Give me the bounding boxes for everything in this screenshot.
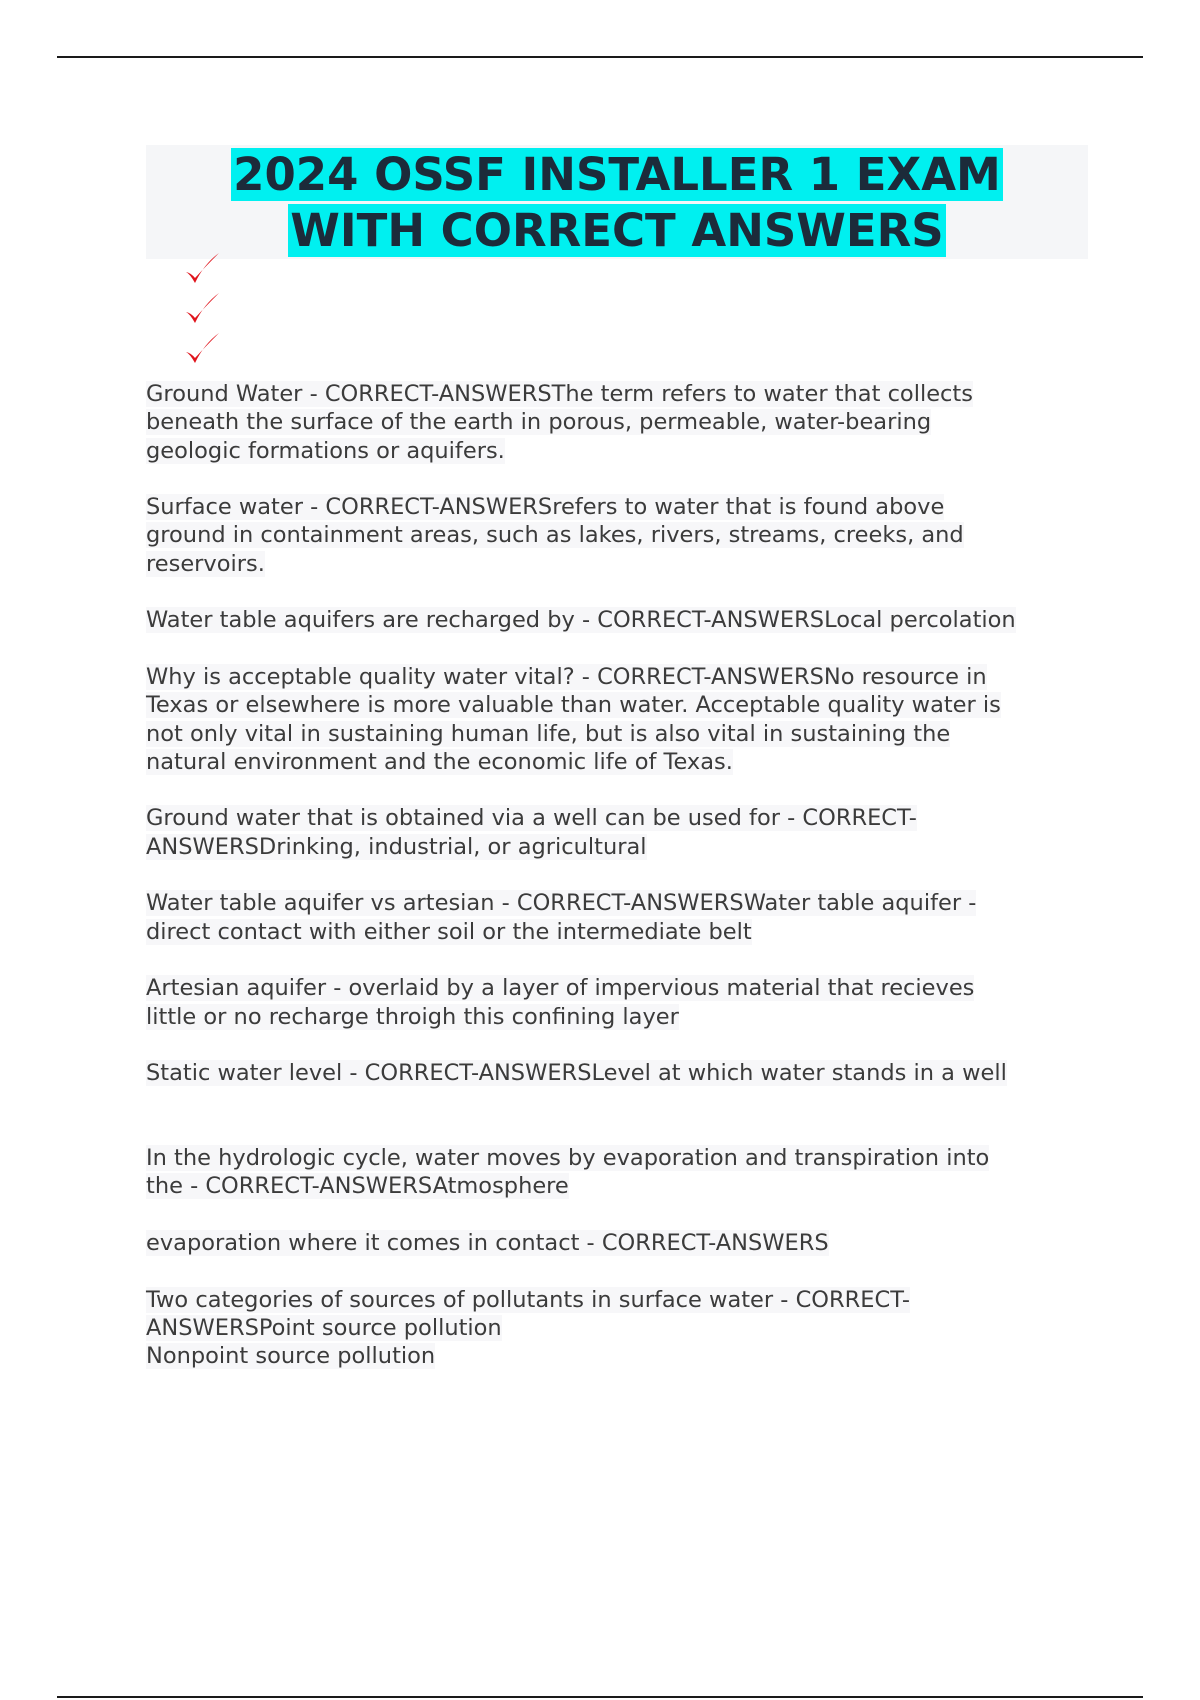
bottom-rule [57, 1696, 1143, 1698]
qa-entry: Static water level - CORRECT-ANSWERSLevel at which water stands in a well [146, 1060, 1007, 1087]
page-title [146, 145, 1088, 259]
checkmark-icon [182, 250, 222, 290]
qa-entry: In the hydrologic cycle, water moves by evaporation and transpiration into the - CORRECT-ANSWERSAtmosphere [146, 1145, 990, 1200]
qa-entry: Water table aquifer vs artesian - CORRECT-ANSWERSWater table aquifer - direct contact with either soil or the intermediate belt [146, 890, 977, 945]
title-band [146, 145, 1088, 259]
checkmark-icon [182, 290, 222, 330]
top-rule [57, 56, 1143, 58]
checkmark-icon [182, 330, 222, 370]
title-line-1: 2024 OSSF INSTALLER 1 EXAM [233, 148, 1001, 201]
title-line-2: WITH CORRECT ANSWERS [290, 204, 944, 257]
checkmark-list [182, 250, 222, 370]
qa-entry: Two categories of sources of pollutants in surface water - CORRECT- ANSWERSPoint source pollution Nonpoint source pollution [146, 1286, 910, 1370]
qa-entry: Why is acceptable quality water vital? - CORRECT-ANSWERSNo resource in Texas or elsewhere is more valuable than water. Acceptable quality water is not only vital in sustaining human life, but is also vital in sustaining the natural environment and the economic life of Texas. [146, 663, 1001, 775]
qa-entry: Ground water that is obtained via a well can be used for - CORRECT- ANSWERSDrinking, industrial, or agricultural [146, 805, 917, 860]
qa-list [146, 380, 1096, 1399]
qa-entry: Water table aquifers are recharged by - CORRECT-ANSWERSLocal percolation [146, 607, 1016, 634]
qa-entry: Artesian aquifer - overlaid by a layer of impervious material that recieves little or no recharge throigh this confining layer [146, 975, 975, 1030]
qa-entry: Ground Water - CORRECT-ANSWERSThe term refers to water that collects beneath the surface of the earth in porous, permeable, water-bearing geologic formations or aquifers. [146, 381, 973, 464]
qa-entry: Surface water - CORRECT-ANSWERSrefers to water that is found above ground in containment areas, such as lakes, rivers, streams, creeks, and reservoirs. [146, 494, 964, 577]
qa-entry: evaporation where it comes in contact - CORRECT-ANSWERS [146, 1229, 829, 1256]
